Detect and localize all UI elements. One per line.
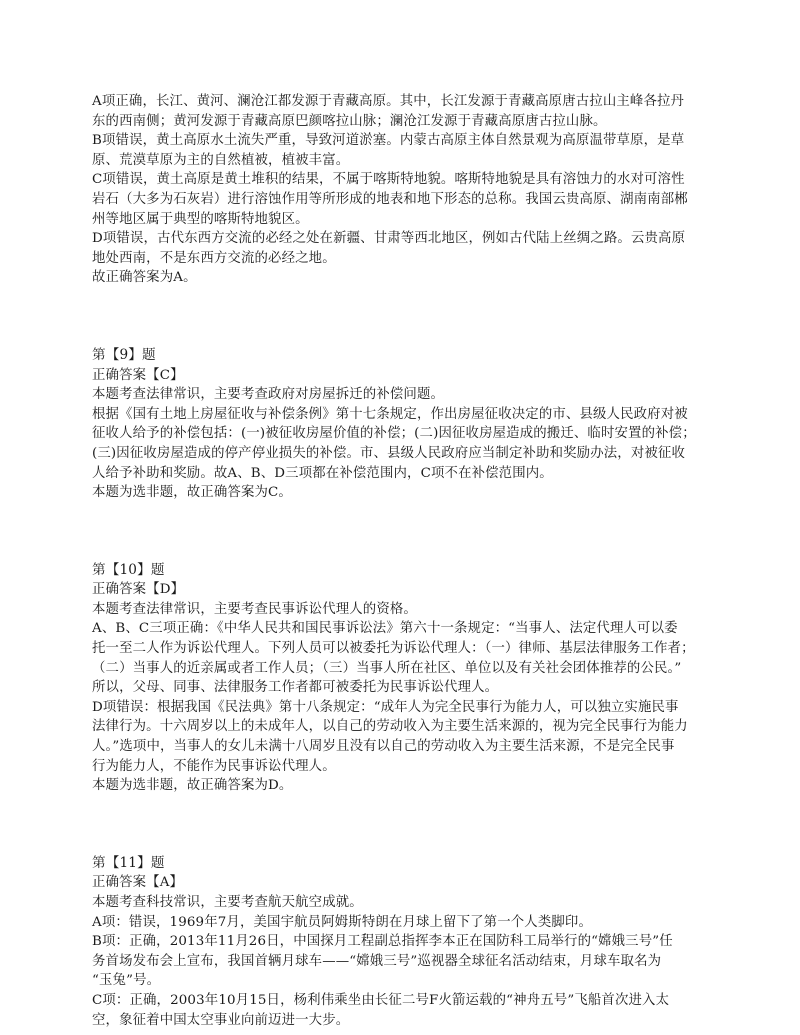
text-line: 州等地区属于典型的喀斯特地貌区。 — [92, 211, 309, 227]
text-line: （二）当事人的近亲属或者工作人员；（三）当事人所在社区、单位以及有关社会团体推荐的公民。” — [92, 660, 682, 676]
section-q8-explanation — [92, 92, 712, 288]
text-line: 原、荒漠草原为主的自然植被，植被丰富。 — [92, 152, 350, 168]
section-q9 — [92, 346, 712, 503]
section-spacer — [92, 288, 712, 346]
text-line: 所以，父母、同事、法律服务工作者都可被委托为民事诉讼代理人。 — [92, 680, 499, 696]
answer-conclusion: 本题为选非题，故正确答案为C。 — [92, 485, 292, 501]
text-line: “玉兔”号。 — [92, 973, 161, 989]
text-line: 本题考查法律常识，主要考查民事诉讼代理人的资格。 — [92, 601, 417, 617]
text-line: D项错误，古代东西方交流的必经之处在新疆、甘肃等西北地区，例如古代陆上丝绸之路。云贵高原 — [92, 231, 686, 247]
answer-explanation-page — [92, 92, 712, 1030]
text-line: 本题考查科技常识，主要考查航天航空成就。 — [92, 895, 363, 910]
text-line: A项正确，长江、黄河、澜沧江都发源于青藏高原。其中，长江发源于青藏高原唐古拉山主峰各拉丹 — [92, 94, 685, 109]
answer-conclusion: 本题为选非题，故正确答案为D。 — [92, 778, 293, 794]
text-line: 地处西南，不是东西方交流的必经之地。 — [92, 250, 336, 266]
question-number: 第【9】题 — [92, 346, 156, 363]
section-spacer — [92, 503, 712, 561]
text-line: 东的西南侧；黄河发源于青藏高原巴颜喀拉山脉；澜沧江发源于青藏高原唐古拉山脉。 — [92, 113, 607, 129]
text-line: A、B、C三项正确：《中华人民共和国民事诉讼法》第六十一条规定：“当事人、法定代理人可以委 — [92, 621, 678, 637]
correct-answer: 正确答案【A】 — [92, 875, 184, 891]
text-line: 空，象征着中国太空事业向前迈进一大步。 — [92, 1012, 350, 1028]
text-line: 行为能力人，不能作为民事诉讼代理人。 — [92, 758, 336, 774]
text-line: 人。”选项中，当事人的女儿未满十八周岁且没有以自己的劳动收入为主要生活来源，不是完全民事 — [92, 739, 675, 755]
text-line: (三)因征收房屋造成的停产停业损失的补偿。市、县级人民政府应当制定补助和奖励办法，对被征收 — [92, 445, 685, 461]
text-line: B项错误，黄土高原水土流失严重，导致河道淤塞。内蒙古高原主体自然景观为高原温带草原，是草 — [92, 133, 685, 149]
section-q11 — [92, 854, 712, 1030]
correct-answer: 正确答案【C】 — [92, 367, 184, 383]
section-q10 — [92, 561, 712, 796]
text-line: C项：正确，2003年10月15日，杨利伟乘坐由长征二号F火箭运载的“神舟五号”飞船首次进入太 — [92, 992, 670, 1008]
text-line: C项错误，黄土高原是黄土堆积的结果，不属于喀斯特地貌。喀斯特地貌是具有溶蚀力的水对可溶性 — [92, 172, 685, 188]
text-line: B项：正确，2013年11月26日，中国探月工程副总指挥李本正在国防科工局举行的“嫦娥三号”任 — [92, 934, 673, 950]
correct-answer: 正确答案【D】 — [92, 582, 185, 598]
question-number: 第【10】题 — [92, 561, 165, 578]
section-spacer — [92, 796, 712, 854]
text-line: 本题考查法律常识，主要考查政府对房屋拆迁的补偿问题。 — [92, 387, 445, 403]
text-line: D项错误：根据我国《民法典》第十八条规定：“成年人为完全民事行为能力人，可以独立实施民事 — [92, 699, 679, 715]
text-line: 征收人给予的补偿包括：(一)被征收房屋价值的补偿；(二)因征收房屋造成的搬迁、临时安置的补偿； — [92, 426, 696, 442]
text-line: 法律行为。十六周岁以上的未成年人，以自己的劳动收入为主要生活来源的，视为完全民事行为能力 — [92, 719, 688, 735]
question-number: 第【11】题 — [92, 854, 165, 871]
answer-conclusion: 故正确答案为A。 — [92, 270, 197, 286]
text-line: 人给予补助和奖励。故A、B、D三项都在补偿范围内，C项不在补偿范围内。 — [92, 465, 553, 481]
text-line: 托一至二人作为诉讼代理人。下列人员可以被委托为诉讼代理人：（一）律师、基层法律服务工作者； — [92, 641, 695, 657]
text-line: 根据《国有土地上房屋征收与补偿条例》第十七条规定，作出房屋征收决定的市、县级人民政府对被 — [92, 406, 688, 422]
text-line: 务首场发布会上宣布，我国首辆月球车——“嫦娥三号”巡视器全球征名活动结束，月球车取名为 — [92, 953, 662, 969]
text-line: A项：错误，1969年7月，美国宇航员阿姆斯特朗在月球上留下了第一个人类脚印。 — [92, 914, 593, 930]
text-line: 岩石（大多为石灰岩）进行溶蚀作用等所形成的地表和地下形态的总称。我国云贵高原、湖南南部郴 — [92, 191, 688, 207]
